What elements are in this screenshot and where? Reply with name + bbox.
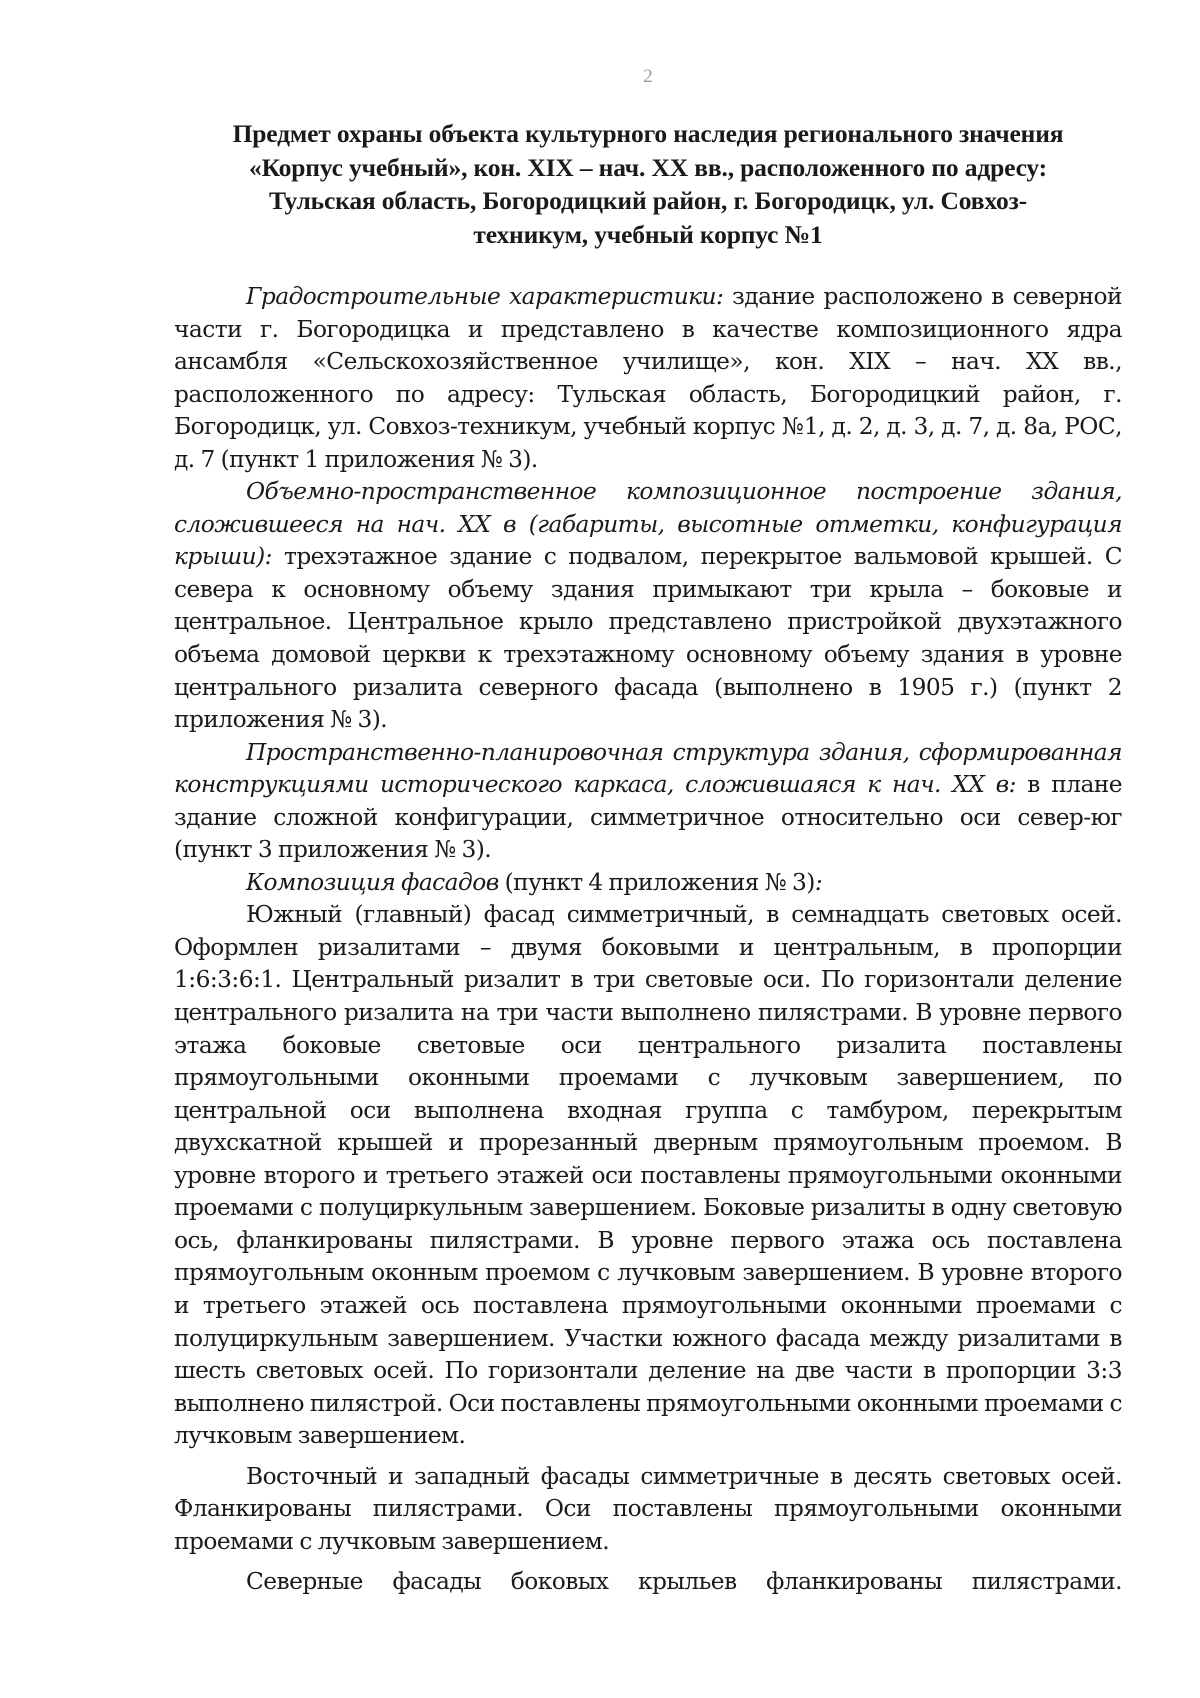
paragraph-label: Композиция фасадов	[246, 868, 499, 896]
title-line: Предмет охраны объекта культурного наследия регионального значения	[232, 119, 1064, 148]
paragraph-label: Пространственно-планировочная структура здания, сформированная конструкциями исторического каркаса, сложившаяся к нач. XX в:	[174, 738, 1122, 799]
paragraph-text: (пункт 4 приложения № 3)	[498, 868, 815, 896]
paragraph-north-facades: Северные фасады боковых крыльев фланкированы пилястрами.	[246, 1568, 1122, 1596]
paragraph-text: в плане здание сложной конфигурации, симметричное относительно оси север-юг (пункт 3 приложения № 3).	[174, 771, 1122, 864]
title-line: Тульская область, Богородицкий район, г. Богородицк, ул. Совхоз-	[268, 186, 1028, 215]
paragraph-planning-structure	[174, 737, 1122, 867]
paragraph-colon: :	[814, 868, 823, 896]
paragraph-urban-planning	[174, 281, 1122, 476]
paragraph-south-facade: Южный (главный) фасад симметричный, в семнадцать световых осей. Оформлен ризалитами – двумя боковыми и центральным, в пропорции 1:6:3:6:1. Центральный ризалит в три световые оси. По горизонтали деление центрального ризалита на три части выполнено пилястрами. В уровне первого этажа боковые световые оси центрального ризалита поставлены прямоугольными оконными проемами с лучковым завершением, по центральной оси выполнена входная группа с тамбуром, перекрытым двухскатной крышей и прорезанный дверным прямоугольным проемом. В уровне второго и третьего этажей оси поставлены прямоугольными оконными проемами с полуциркульным завершением. Боковые ризалиты в одну световую ось, фланкированы пилястрами. В уровне первого этажа ось поставлена прямоугольным оконным проемом с лучковым завершением. В уровне второго и третьего этажей ось поставлена прямоугольными оконными проемами с полуциркульным завершением. Участки южного фасада между ризалитами в шесть световых осей. По горизонтали деление на две части в пропорции 3:3 выполнено пилястрой. Оси поставлены прямоугольными оконными проемами с лучковым завершением.	[174, 901, 1122, 1450]
page-number: 2	[643, 66, 653, 87]
paragraph-volume-composition	[174, 476, 1122, 736]
document-body	[174, 281, 1122, 1599]
title-line: техникум, учебный корпус №1	[473, 219, 823, 249]
paragraph-east-west-facades: Восточный и западный фасады симметричные в десять световых осей. Фланкированы пилястрами. Оси поставлены прямоугольными оконными проемами с лучковым завершением.	[174, 1462, 1122, 1555]
title-line: «Корпус учебный», кон. XIX – нач. XX вв., расположенного по адресу:	[248, 152, 1048, 182]
paragraph-facades-heading	[174, 867, 1122, 900]
document-title	[174, 117, 1122, 251]
paragraph-text: здание расположено в северной части г. Богородицка и представлено в качестве композиционного ядра ансамбля «Сельскохозяйственное училище», кон. XIX – нач. XX вв., расположенного по адресу: Тульская область, Богородицкий район, г. Богородицк, ул. Совхоз-техникум, учебный корпус №1, д. 2, д. 3, д. 7, д. 8а, РОС, д. 7 (пункт 1 приложения № 3).	[174, 283, 1122, 473]
paragraph-label: Градостроительные характеристики:	[246, 283, 724, 310]
paragraph-label: Объемно-пространственное композиционное построение здания, сложившееся на нач. XX в (габариты, высотные отметки, конфигурация крыши):	[174, 478, 1122, 571]
paragraph-text: трехэтажное здание с подвалом, перекрытое вальмовой крышей. С севера к основному объему здания примыкают три крыла – боковые и центральное. Центральное крыло представлено пристройкой двухэтажного объема домовой церкви к трехэтажному основному объему здания в уровне центрального ризалита северного фасада (выполнено в 1905 г.) (пункт 2 приложения № 3).	[174, 543, 1122, 734]
